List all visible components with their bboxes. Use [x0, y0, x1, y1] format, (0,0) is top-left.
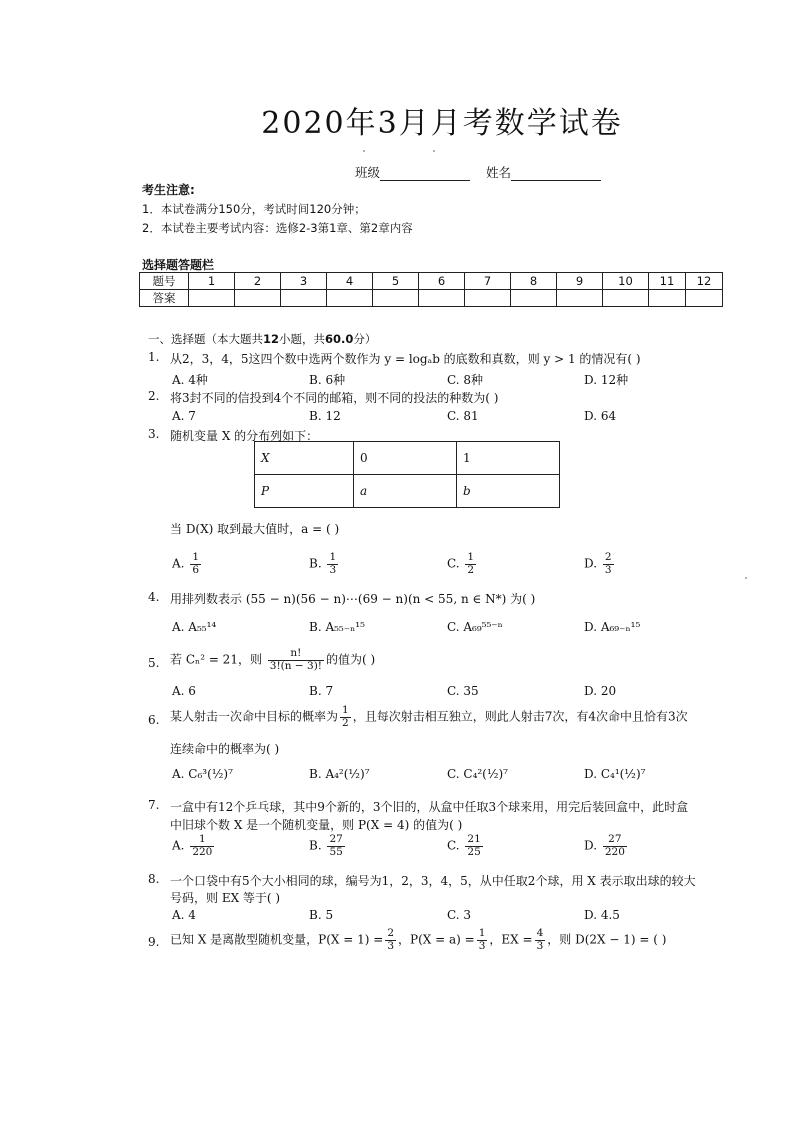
notice-item-1: 1．本试卷满分150分，考试时间120分钟； [142, 202, 366, 216]
denominator: 3 [604, 563, 612, 576]
section-middle: 小题，共 [279, 332, 326, 346]
question-text [170, 648, 375, 672]
numerator: 2 [604, 551, 612, 563]
class-field [355, 163, 470, 181]
question-text: 随机变量 X 的分布列如下： [170, 429, 319, 443]
option-d: D. 12种 [584, 373, 629, 387]
page-title: 2020年3月月考数学试卷 [261, 106, 623, 141]
distribution-cell: b [457, 475, 560, 508]
option-label: C. [447, 838, 460, 853]
question-text-part: ，且每次射击相互独立，则此人射击7次，有4次命中且恰有3次 [352, 709, 688, 724]
distribution-cell: 1 [457, 442, 560, 475]
question-fraction [477, 928, 488, 952]
numerator: 27 [329, 833, 343, 845]
answer-table-number-row [140, 273, 723, 290]
distribution-table [254, 441, 560, 508]
answer-table-number: 4 [327, 273, 373, 290]
denominator: 220 [604, 845, 625, 858]
question-text-part: ，EX = [489, 932, 533, 947]
distribution-cell: P [255, 475, 354, 508]
option-b: B. A₄²(½)⁷ [309, 767, 370, 781]
option-c: C. C₄²(½)⁷ [447, 767, 508, 781]
option-label: B. [309, 838, 322, 853]
option-fraction [190, 552, 201, 576]
option-a: A. A₅₅¹⁴ [172, 620, 217, 634]
option-b: B. A₅₅₋ₙ¹⁵ [309, 620, 365, 634]
answer-table-number: 2 [235, 273, 281, 290]
question-fraction [535, 928, 546, 952]
notice-item-2: 2．本试卷主要考试内容：选修2-3第1章、第2章内容 [142, 221, 413, 235]
option-a: A. 4 [172, 908, 196, 922]
scan-speck [433, 150, 435, 152]
question-number: 5. [148, 656, 160, 670]
option-b: B. 7 [309, 684, 334, 698]
question-number: 3. [148, 427, 160, 441]
question-text-line-2: 中旧球个数 X 是一个随机变量，则 P(X = 4) 的值为( ) [170, 818, 463, 832]
distribution-row [255, 475, 560, 508]
question-number: 4. [148, 590, 160, 604]
answer-table-number: 10 [603, 273, 649, 290]
option-a [172, 552, 203, 576]
class-label: 班级 [355, 165, 381, 180]
answer-cell[interactable] [189, 290, 235, 307]
option-c: C. 3 [447, 908, 472, 922]
question-number: 9. [148, 935, 160, 949]
section-suffix: 分） [353, 332, 377, 346]
section-points: 60.0 [325, 332, 354, 346]
numerator: 1 [192, 551, 199, 563]
denominator: 3 [329, 563, 337, 576]
numerator: 1 [467, 551, 475, 563]
question-number: 6. [148, 713, 160, 727]
question-text: 用排列数表示 (55 − n)(56 − n)⋯(69 − n)(n < 55, n ∈ N*) 为( ) [170, 592, 536, 606]
denominator: 2 [342, 716, 349, 729]
distribution-cell: a [354, 475, 457, 508]
answer-table-row1-label: 题号 [140, 273, 189, 290]
question-text [170, 928, 666, 952]
question-text-line-2: 号码，则 EX 等于( ) [170, 891, 281, 905]
answer-table-number: 9 [557, 273, 603, 290]
option-fraction [190, 834, 214, 858]
denominator: 25 [467, 845, 481, 858]
option-c: C. A₆₉⁵⁵⁻ⁿ [447, 620, 503, 634]
answer-cell[interactable] [419, 290, 465, 307]
option-b: B. 5 [309, 908, 334, 922]
option-c: C. 81 [447, 409, 479, 423]
numerator: 1 [478, 927, 486, 939]
answer-cell[interactable] [281, 290, 327, 307]
answer-table-number: 12 [686, 273, 723, 290]
numerator: 1 [342, 704, 349, 716]
answer-cell[interactable] [373, 290, 419, 307]
option-b: B. 6种 [309, 373, 346, 387]
question-text-part: ，则 D(2X − 1) = ( ) [547, 932, 667, 947]
denominator: 2 [467, 563, 475, 576]
question-number: 1. [148, 350, 160, 364]
answer-table-number: 5 [373, 273, 419, 290]
numerator: 2 [387, 927, 395, 939]
numerator: 1 [190, 834, 214, 847]
denominator: 6 [192, 563, 199, 576]
question-number: 8. [148, 872, 160, 886]
class-blank [380, 168, 470, 181]
option-fraction [603, 834, 627, 858]
option-d: D. 4.5 [584, 908, 620, 922]
section-count: 12 [263, 332, 280, 346]
question-text: 将3封不同的信投到4个不同的邮箱，则不同的投法的种数为( ) [170, 391, 499, 405]
answer-table-number: 3 [281, 273, 327, 290]
denominator: 3 [478, 939, 486, 952]
question-text-line-2: 连续命中的概率为( ) [170, 742, 280, 756]
option-c [447, 552, 478, 576]
option-label: D. [584, 838, 598, 853]
denominator: 3!(n − 3)! [269, 659, 323, 672]
option-d: D. 64 [584, 409, 617, 423]
option-fraction [327, 834, 344, 858]
option-b: B. 12 [309, 409, 341, 423]
option-a [172, 834, 216, 858]
answer-cell[interactable] [557, 290, 603, 307]
numerator: 27 [603, 834, 627, 847]
scan-speck [745, 577, 747, 579]
question-text-part: 若 Cₙ² = 21，则 [170, 652, 262, 667]
option-fraction [327, 552, 338, 576]
answer-table-number: 8 [511, 273, 557, 290]
distribution-cell: X [255, 442, 354, 475]
denominator: 3 [536, 939, 544, 952]
option-d: D. 20 [584, 684, 617, 698]
question-fraction [385, 928, 396, 952]
option-fraction [465, 834, 482, 858]
answer-cell[interactable] [649, 290, 686, 307]
option-fraction [603, 552, 614, 576]
question-text [170, 705, 688, 729]
numerator: 1 [329, 551, 337, 563]
section-header [148, 331, 376, 347]
option-a: A. 7 [172, 409, 196, 423]
answer-cell[interactable] [686, 290, 723, 307]
question-text-part: ，P(X = a) = [398, 932, 475, 947]
distribution-cell: 0 [354, 442, 457, 475]
option-a: A. 6 [172, 684, 196, 698]
answer-cell[interactable] [511, 290, 557, 307]
question-text-part: 已知 X 是离散型随机变量，P(X = 1) = [170, 932, 384, 947]
option-c: C. 35 [447, 684, 479, 698]
option-label: D. [584, 556, 598, 571]
question-text-part: 的值为( ) [326, 652, 376, 667]
question-text-part: 某人射击一次命中目标的概率为 [170, 709, 339, 724]
answer-cell[interactable] [603, 290, 649, 307]
question-text: 一个口袋中有5个大小相同的球，编号为1，2，3，4，5，从中任取2个球，用 X 表示取出球的较大 [170, 874, 696, 888]
option-label: C. [447, 556, 460, 571]
answer-table-number: 6 [419, 273, 465, 290]
question-text: 从2，3，4，5这四个数中选两个数作为 y = logₐb 的底数和真数，则 y > 1 的情况有( ) [170, 352, 641, 366]
question-text-continued: 当 D(X) 取到最大值时，a = ( ) [170, 522, 340, 536]
denominator: 3 [387, 939, 395, 952]
answer-table-answer-row [140, 290, 723, 307]
answer-table-row2-label: 答案 [140, 290, 189, 307]
name-field [486, 163, 601, 181]
answer-cell[interactable] [465, 290, 511, 307]
option-label: A. [172, 838, 185, 853]
distribution-row [255, 442, 560, 475]
option-c [447, 834, 485, 858]
option-a: A. 4种 [172, 373, 208, 387]
option-fraction [465, 552, 476, 576]
option-a: A. C₆³(½)⁷ [172, 767, 233, 781]
option-c: C. 8种 [447, 373, 484, 387]
numerator: 21 [467, 833, 481, 845]
option-d: D. A₆₉₋ₙ¹⁵ [584, 620, 641, 634]
name-label: 姓名 [486, 165, 512, 180]
answer-table-number: 11 [649, 273, 686, 290]
question-number: 7. [148, 798, 160, 812]
question-fraction [268, 648, 324, 672]
option-b [309, 552, 340, 576]
question-fraction [340, 705, 351, 729]
option-d: D. C₄¹(½)⁷ [584, 767, 646, 781]
option-d [584, 834, 629, 858]
answer-table-heading: 选择题答题栏 [142, 258, 215, 272]
answer-cell[interactable] [327, 290, 373, 307]
option-b [309, 834, 347, 858]
scan-speck [363, 150, 365, 152]
answer-table [139, 272, 723, 307]
question-number: 2. [148, 389, 160, 403]
section-prefix: 一、选择题（本大题共 [148, 332, 263, 346]
question-text: 一盒中有12个乒乓球，其中9个新的，3个旧的，从盒中任取3个球来用，用完后装回盒中，此时盒 [170, 800, 689, 814]
denominator: 220 [192, 845, 213, 858]
notice-heading: 考生注意: [142, 183, 195, 197]
numerator: 4 [536, 927, 544, 939]
denominator: 55 [329, 845, 343, 858]
answer-table-number: 7 [465, 273, 511, 290]
option-label: A. [172, 556, 185, 571]
option-d [584, 552, 616, 576]
option-label: B. [309, 556, 322, 571]
answer-cell[interactable] [235, 290, 281, 307]
answer-table-number: 1 [189, 273, 235, 290]
numerator: n! [268, 648, 324, 661]
name-blank [511, 168, 601, 181]
